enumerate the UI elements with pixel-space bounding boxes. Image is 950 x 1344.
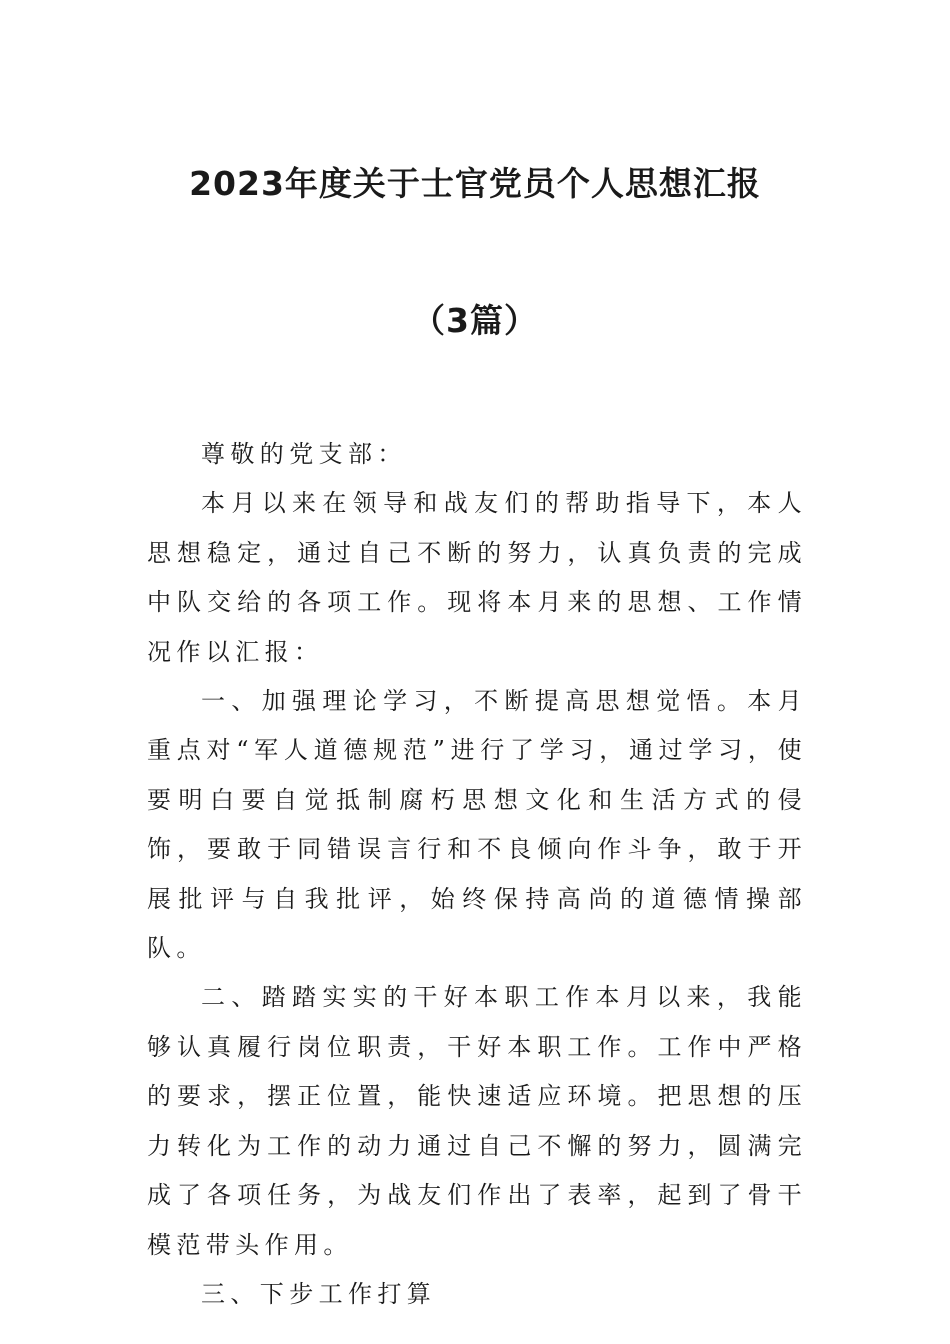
section-three-heading: 三、下步工作打算: [201, 1279, 437, 1308]
section-two-paragraph: 二、踏踏实实的干好本职工作本月以来，我能够认真履行岗位职责，干好本职工作。工作中严格的要求，摆正位置，能快速适应环境。把思想的压力转化为工作的动力通过自己不懈的努力，圆满完成了各项任务，为战友们作出了表率，起到了骨干模范带头作用。: [147, 983, 807, 1259]
salutation-paragraph: 尊敬的党支部：: [201, 440, 407, 468]
document-body: [147, 430, 807, 1319]
intro-paragraph: 本月以来在领导和战友们的帮助指导下，本人思想稳定，通过自己不断的努力，认真负责的完成中队交给的各项工作。现将本月来的思想、工作情况作以汇报：: [147, 489, 807, 666]
document-subtitle: （3篇）: [412, 301, 538, 340]
section-one-paragraph: 一、加强理论学习，不断提高思想觉悟。本月重点对“军人道德规范”进行了学习，通过学习，使要明白要自觉抵制腐朽思想文化和生活方式的侵饰，要敢于同错误言行和不良倾向作斗争，敢于开展批评与自我批评，始终保持高尚的道德情操部队。: [147, 687, 807, 963]
document-title: 2023年度关于士官党员个人思想汇报: [189, 164, 761, 203]
